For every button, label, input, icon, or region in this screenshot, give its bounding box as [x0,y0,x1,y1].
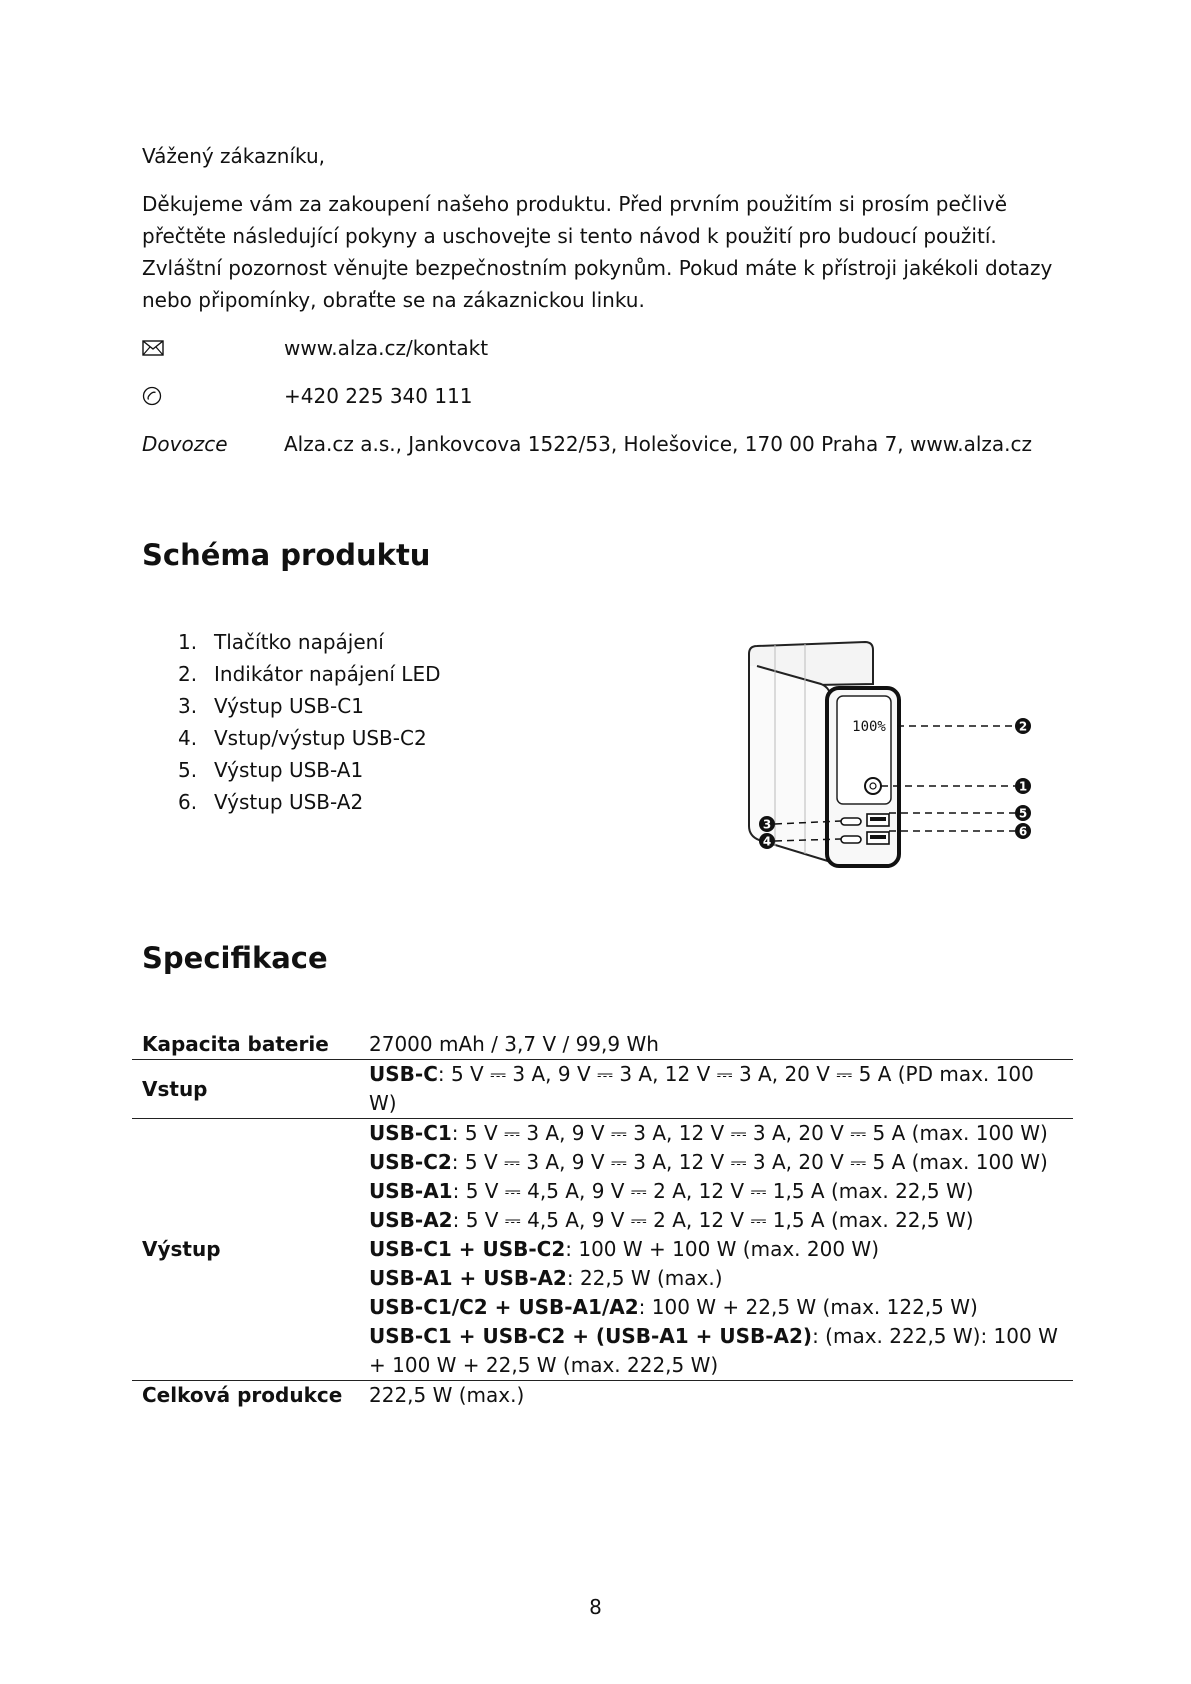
output-line: USB-C2: 5 V ⎓ 3 A, 9 V ⎓ 3 A, 12 V ⎓ 3 A, 20 V ⎓ 5 A (max. 100 W) [369,1150,1048,1174]
total-label: Celková produkce [142,1383,343,1407]
output-line: USB-A1 + USB-A2: 22,5 W (max.) [369,1266,723,1290]
usb-c2-port [841,836,861,843]
list-item: 4. Vstup/výstup USB-C2 [178,726,427,750]
display-reading: 100% [852,719,886,735]
page-number: 8 [589,1595,602,1619]
contact-email-link[interactable]: www.alza.cz/kontakt [284,336,489,360]
output-line: USB-C1/C2 + USB-A1/A2: 100 W + 22,5 W (max. 122,5 W) [369,1295,978,1319]
output-line: USB-A2: 5 V ⎓ 4,5 A, 9 V ⎓ 2 A, 12 V ⎓ 1,5 A (max. 22,5 W) [369,1208,974,1232]
table-row [132,1030,1073,1060]
power-button [865,778,881,794]
list-item: 2. Indikátor napájení LED [178,662,441,686]
greeting: Vážený zákazníku, [142,144,326,168]
phone-icon [142,386,284,406]
output-line: USB-C1: 5 V ⎓ 3 A, 9 V ⎓ 3 A, 12 V ⎓ 3 A, 20 V ⎓ 5 A (max. 100 W) [369,1121,1048,1145]
svg-text:2: 2 [1018,719,1028,734]
importer-row [142,430,1032,458]
contact-phone-row [142,382,473,410]
intro-paragraph: Děkujeme vám za zakoupení našeho produktu. Před prvním použitím si prosím pečlivě přečtěte následující pokyny a uschovejte si tento návod k použití pro budoucí použití. Zvláštní pozornost věnujte bezpečnostním pokynům. Pokud máte k přístroji jakékoli dotazy nebo připomínky, obraťte se na zákaznickou linku. [142,192,1053,312]
power-bank-diagram [745,636,1045,876]
svg-text:6: 6 [1018,824,1028,839]
callout-3 [759,816,775,832]
list-item: 1. Tlačítko napájení [178,630,384,654]
importer-address: Alza.cz a.s., Jankovcova 1522/53, Holešovice, 170 00 Praha 7, www.alza.cz [284,432,1033,456]
input-value: USB-C: 5 V ⎓ 3 A, 9 V ⎓ 3 A, 12 V ⎓ 3 A, 20 V ⎓ 5 A (PD max. 100 W) [359,1060,1073,1119]
list-item: 5. Výstup USB-A1 [178,758,364,782]
svg-text:4: 4 [762,834,772,849]
callout-6 [1015,823,1031,839]
spec-heading: Specifikace [142,941,328,975]
table-row [132,1060,1073,1119]
capacity-label: Kapacita baterie [132,1030,359,1060]
input-label: Vstup [132,1060,359,1119]
output-line: USB-C1 + USB-C2: 100 W + 100 W (max. 200 W) [369,1237,879,1261]
svg-text:1: 1 [1018,779,1028,794]
svg-text:3: 3 [762,817,772,832]
callout-1 [1015,778,1031,794]
output-line: USB-A1: 5 V ⎓ 4,5 A, 9 V ⎓ 2 A, 12 V ⎓ 1,5 A (max. 22,5 W) [369,1179,974,1203]
callout-5 [1015,805,1031,821]
parts-list [178,626,440,818]
capacity-value: 27000 mAh / 3,7 V / 99,9 Wh [359,1030,1073,1060]
usb-c1-port [841,818,861,825]
callout-4 [759,833,775,849]
total-value: 222,5 W (max.) [369,1383,525,1407]
spec-table [132,1030,1073,1410]
output-values [359,1119,1073,1381]
table-row [132,1381,1073,1411]
svg-text:5: 5 [1018,806,1028,821]
table-row [132,1119,1073,1381]
schema-heading: Schéma produktu [142,538,431,572]
contact-email-row [142,334,488,362]
output-line: USB-C1 + USB-C2 + (USB-A1 + USB-A2): (max. 222,5 W): 100 W + 100 W + 22,5 W (max. 222,5 W) [369,1324,1058,1377]
envelope-icon [142,340,284,356]
callout-2 [1015,718,1031,734]
list-item: 3. Výstup USB-C1 [178,694,364,718]
contact-phone-number: +420 225 340 111 [284,384,473,408]
list-item: 6. Výstup USB-A2 [178,790,364,814]
output-label: Výstup [132,1119,359,1381]
importer-label: Dovozce [142,432,228,456]
